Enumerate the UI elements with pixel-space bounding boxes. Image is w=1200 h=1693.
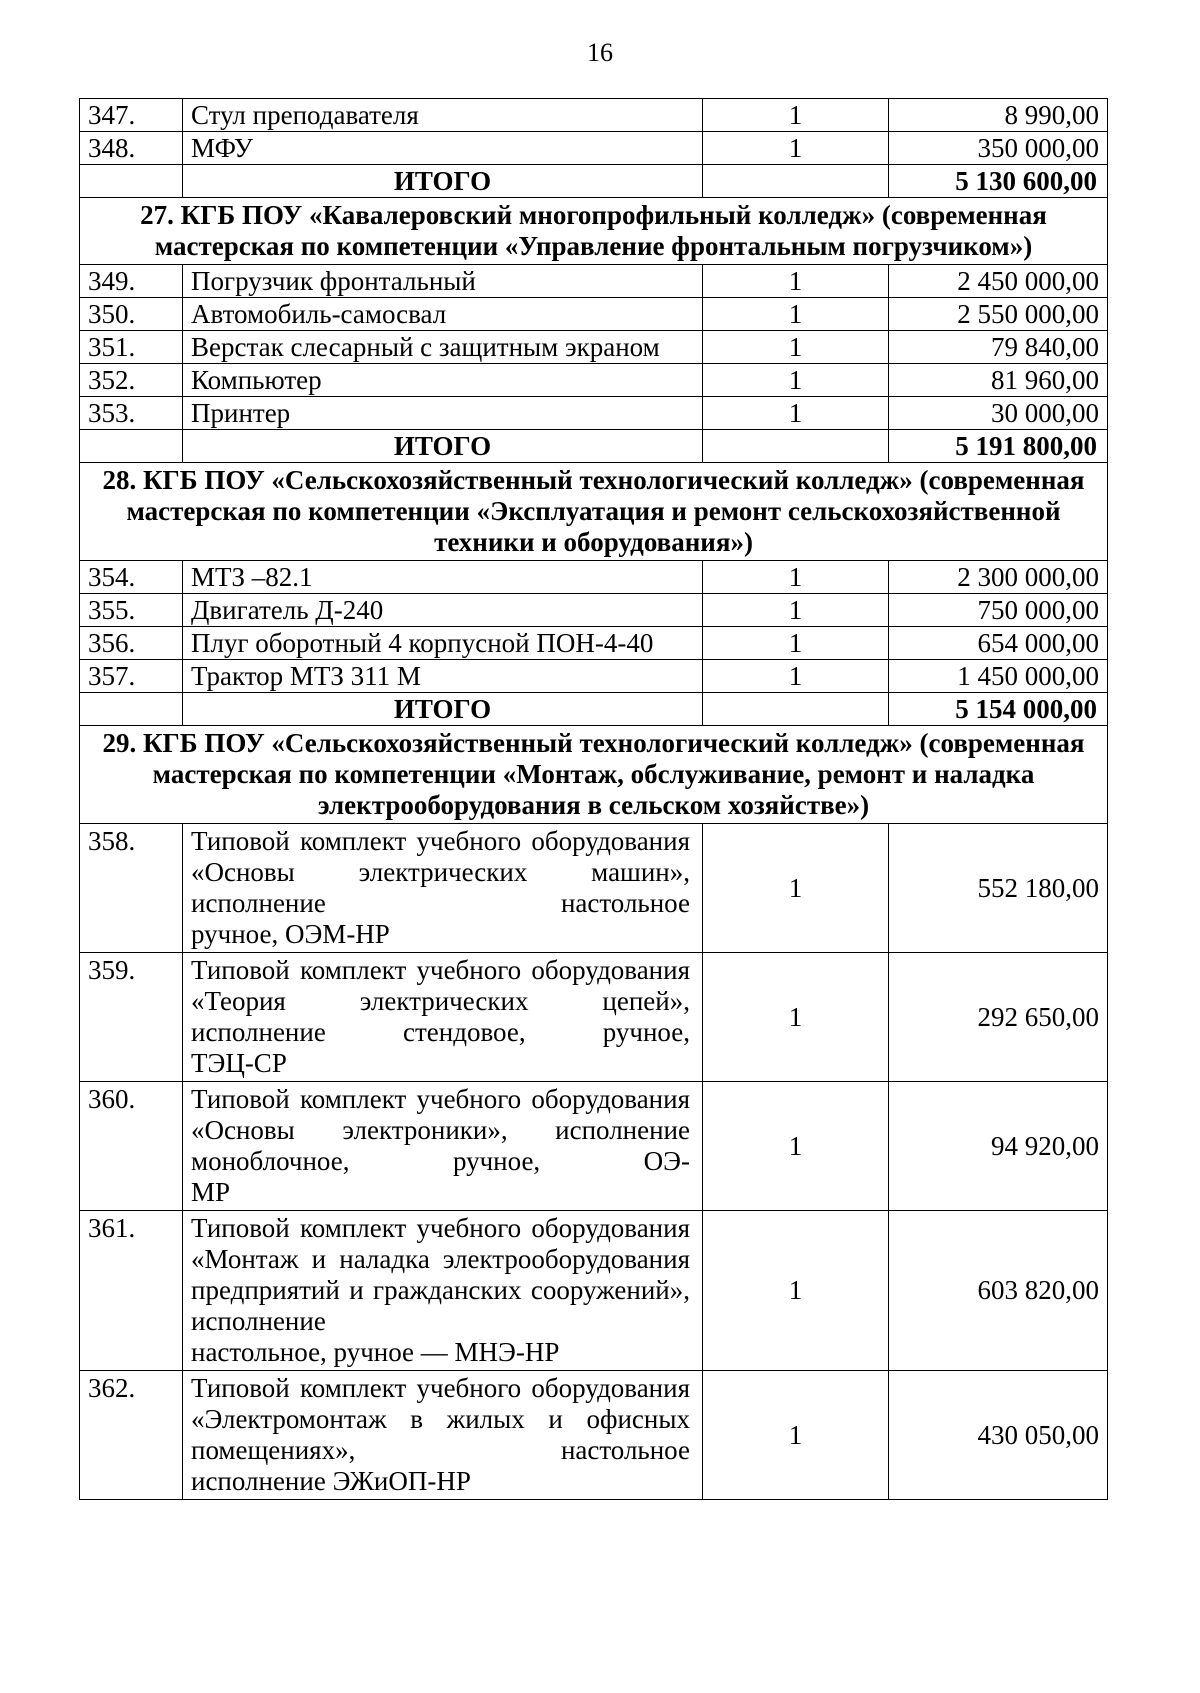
total-row (80, 165, 1108, 198)
item-price: 2 300 000,00 (889, 561, 1108, 594)
row-number: 359. (80, 953, 183, 1082)
item-name-tail: настольное, ручное — МНЭ-НР (191, 1337, 560, 1367)
item-name-text: Типовой комплект учебного оборудования «Основы электроники», исполнение моноблочное, ручное, ОЭ- (191, 1084, 690, 1176)
empty-cell (703, 693, 889, 726)
row-number: 358. (80, 824, 183, 953)
row-number: 353. (80, 397, 183, 430)
item-price: 552 180,00 (889, 824, 1108, 953)
item-name-text: Типовой комплект учебного оборудования «Теория электрических цепей», исполнение стендовое, ручное, (191, 955, 690, 1047)
item-quantity: 1 (703, 1211, 889, 1371)
item-name: Компьютер (183, 364, 703, 397)
table-row (80, 627, 1108, 660)
item-price: 8 990,00 (889, 99, 1108, 132)
section-header: 27. КГБ ПОУ «Кавалеровский многопрофильный колледж» (современная мастерская по компетенции «Управление фронтальным погрузчиком») (80, 198, 1108, 265)
table-row (80, 594, 1108, 627)
item-quantity: 1 (703, 1371, 889, 1500)
section-header: 28. КГБ ПОУ «Сельскохозяйственный технологический колледж» (современная мастерская по компетенции «Эксплуатация и ремонт сельскохозяйственной техники и оборудования») (80, 463, 1108, 561)
item-price: 292 650,00 (889, 953, 1108, 1082)
item-name: Плуг оборотный 4 корпусной ПОН-4-40 (183, 627, 703, 660)
table-row (80, 953, 1108, 1082)
table-row (80, 99, 1108, 132)
item-price: 350 000,00 (889, 132, 1108, 165)
item-name-tail: исполнение ЭЖиОП-НР (191, 1466, 471, 1496)
row-number: 349. (80, 265, 183, 298)
page-number: 16 (587, 38, 613, 67)
item-name (183, 953, 703, 1082)
item-price: 79 840,00 (889, 331, 1108, 364)
row-number: 354. (80, 561, 183, 594)
item-quantity: 1 (703, 331, 889, 364)
total-amount: 5 154 000,00 (889, 693, 1108, 726)
item-quantity: 1 (703, 824, 889, 953)
item-name-text: Типовой комплект учебного оборудования «Электромонтаж в жилых и офисных помещениях», настольное (191, 1373, 690, 1465)
total-amount: 5 130 600,00 (889, 165, 1108, 198)
item-name-text: Типовой комплект учебного оборудования «Монтаж и наладка электрооборудования предприятий и гражданских сооружений», исполнение (191, 1213, 690, 1336)
item-name: Погрузчик фронтальный (183, 265, 703, 298)
item-name (183, 824, 703, 953)
item-price: 30 000,00 (889, 397, 1108, 430)
table-row (80, 265, 1108, 298)
item-name: Стул преподавателя (183, 99, 703, 132)
item-name: Автомобиль-самосвал (183, 298, 703, 331)
total-label: ИТОГО (183, 430, 703, 463)
row-number: 351. (80, 331, 183, 364)
item-price: 81 960,00 (889, 364, 1108, 397)
item-name-tail: ТЭЦ-СР (191, 1048, 287, 1078)
item-quantity: 1 (703, 298, 889, 331)
item-name: Принтер (183, 397, 703, 430)
item-name: Двигатель Д-240 (183, 594, 703, 627)
table-row (80, 397, 1108, 430)
section-header: 29. КГБ ПОУ «Сельскохозяйственный технологический колледж» (современная мастерская по компетенции «Монтаж, обслуживание, ремонт и наладка электрооборудования в сельском хозяйстве») (80, 726, 1108, 824)
empty-cell (703, 165, 889, 198)
empty-cell (80, 165, 183, 198)
item-name: МФУ (183, 132, 703, 165)
item-name (183, 1371, 703, 1500)
item-quantity: 1 (703, 1082, 889, 1211)
item-quantity: 1 (703, 660, 889, 693)
row-number: 350. (80, 298, 183, 331)
item-quantity: 1 (703, 364, 889, 397)
section-header-row (80, 198, 1108, 265)
item-quantity: 1 (703, 561, 889, 594)
item-price: 2 550 000,00 (889, 298, 1108, 331)
row-number: 360. (80, 1082, 183, 1211)
table-row (80, 298, 1108, 331)
table-row (80, 1211, 1108, 1371)
item-price: 654 000,00 (889, 627, 1108, 660)
table-row (80, 824, 1108, 953)
row-number: 347. (80, 99, 183, 132)
item-name: Трактор МТЗ 311 М (183, 660, 703, 693)
section-header-row (80, 463, 1108, 561)
table-row (80, 561, 1108, 594)
empty-cell (703, 430, 889, 463)
table-row (80, 1082, 1108, 1211)
item-name: Верстак слесарный с защитным экраном (183, 331, 703, 364)
equipment-table (79, 98, 1108, 1500)
total-row (80, 693, 1108, 726)
row-number: 361. (80, 1211, 183, 1371)
item-name-tail: ручное, ОЭМ-НР (191, 919, 390, 949)
empty-cell (80, 430, 183, 463)
item-price: 94 920,00 (889, 1082, 1108, 1211)
row-number: 352. (80, 364, 183, 397)
item-name-tail: МР (191, 1177, 231, 1207)
item-name: МТЗ –82.1 (183, 561, 703, 594)
item-price: 750 000,00 (889, 594, 1108, 627)
total-label: ИТОГО (183, 693, 703, 726)
item-name (183, 1082, 703, 1211)
row-number: 348. (80, 132, 183, 165)
table-row (80, 364, 1108, 397)
table-row (80, 331, 1108, 364)
row-number: 357. (80, 660, 183, 693)
item-name-text: Типовой комплект учебного оборудования «Основы электрических машин», исполнение настольное (191, 826, 690, 918)
item-price: 603 820,00 (889, 1211, 1108, 1371)
row-number: 356. (80, 627, 183, 660)
total-amount: 5 191 800,00 (889, 430, 1108, 463)
item-quantity: 1 (703, 265, 889, 298)
item-name (183, 1211, 703, 1371)
item-quantity: 1 (703, 132, 889, 165)
row-number: 362. (80, 1371, 183, 1500)
table-row (80, 132, 1108, 165)
item-price: 1 450 000,00 (889, 660, 1108, 693)
item-quantity: 1 (703, 953, 889, 1082)
total-label: ИТОГО (183, 165, 703, 198)
item-quantity: 1 (703, 594, 889, 627)
table-row (80, 1371, 1108, 1500)
item-price: 2 450 000,00 (889, 265, 1108, 298)
item-quantity: 1 (703, 397, 889, 430)
empty-cell (80, 693, 183, 726)
item-quantity: 1 (703, 99, 889, 132)
item-price: 430 050,00 (889, 1371, 1108, 1500)
section-header-row (80, 726, 1108, 824)
table-row (80, 660, 1108, 693)
total-row (80, 430, 1108, 463)
item-quantity: 1 (703, 627, 889, 660)
row-number: 355. (80, 594, 183, 627)
